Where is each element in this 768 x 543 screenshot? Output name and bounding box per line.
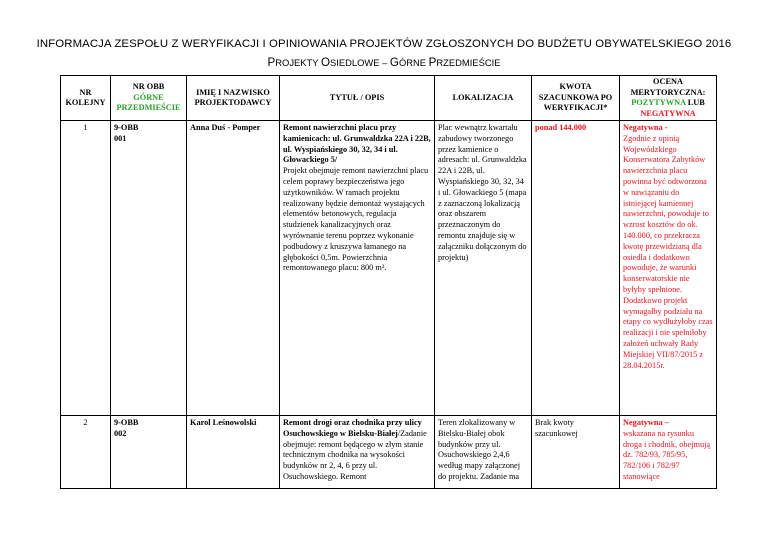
cell-location: Teren zlokalizowany w Bielsku-Białej obok budynków przy ul. Osuchowskiego 2,4,6 według mapy załączonej do projektu. Zadanie ma (435, 416, 532, 489)
cell-nr: 2 (61, 416, 111, 489)
col-header-location: LOKALIZACJA (435, 76, 532, 121)
cell-author: Karol Leśnowolski (187, 416, 280, 489)
table-row (61, 121, 717, 416)
col-header-obb: NR OBB GÓRNE PRZEDMIEŚCIE (111, 76, 187, 121)
cell-obb: 9-OBB 001 (111, 121, 187, 416)
table-row (61, 416, 717, 489)
cell-nr: 1 (61, 121, 111, 416)
projects-table (60, 75, 717, 489)
cell-cost: ponad 144.000 (532, 121, 620, 416)
cell-title: Remont nawierzchni placu przy kamienicach: ul. Grunwaldzka 22A i 22B, ul. Wyspiańskiego 30, 32, 34 i ul. Głowackiego 5/ Projekt obejmuje remont nawierzchni placu celem poprawy bezpieczeństwa jego użytkowników. W ramach projektu realizowany będzie demontaż wystających elementów betonowych, regulacja studzienek kanalizacyjnych oraz wyrównanie terenu poprzez wykonanie podbudowy z kruszywa łamanego na głębokości 0,5m. Powierzchnia remontowanego placu: 800 m². (280, 121, 435, 416)
col-header-rating: OCENA MERYTORYCZNA: POZYTYWNA LUB NEGATYWNA (620, 76, 717, 121)
col-header-title: TYTUŁ / OPIS (280, 76, 435, 121)
cell-location: Plac wewnątrz kwartału zabudowy tworzonego przez kamienice o adresach: ul. Grunwaldzka 22A i 22B, ul. Wyspiańskiego 30, 32, 34 i ul. Głowackiego 5 (mapa z zaznaczoną lokalizacją oraz obszarem przeznaczonym do remontu znajduje się w załączniku dołączonym do projektu) (435, 121, 532, 416)
col-header-cost: KWOTA SZACUNKOWA PO WERYFIKACJI* (532, 76, 620, 121)
document-title: INFORMACJA ZESPOŁU Z WERYFIKACJI I OPINIOWANIA PROJEKTÓW ZGŁOSZONYCH DO BUDŻETU OBYWATELSKIEGO 2016 (36, 38, 732, 50)
col-header-nr: NR KOLEJNY (61, 76, 111, 121)
cell-cost: Brak kwoty szacunkowej (532, 416, 620, 489)
cell-obb: 9-OBB 002 (111, 416, 187, 489)
document-subtitle: PROJEKTY OSIEDLOWE – GÓRNE PRZEDMIEŚCIE (267, 56, 501, 69)
cell-title: Remont drogi oraz chodnika przy ulicy Osuchowskiego w Bielsku-Białej/Zadanie obejmuje: remont będącego w złym stanie technicznym chodnika na wysokości budynków nr 2, 4, 6 przy ul. Osuchowskiego. Remont (280, 416, 435, 489)
table-header-row (61, 76, 717, 121)
cell-rating: Negatywna - Zgodnie z opinią Wojewódzkiego Konserwatora Zabytków nawierzchnia placu powinna być odtworzona w nawiązaniu do istniejącej kamiennej nawierzchni, powoduje to wzrost kosztów do ok. 140.000, co przekracza kwotę przewidzianą dla osiedla i dodatkowo powoduje, że warunki konserwatorskie nie byłyby spełnione. Dodatkowo projekt wymagałby podziału na etapy co wydłużyłoby czas realizacji i nie spełniłoby założeń uchwały Rady Miejskiej VII/87/2015 z 28.04.2015r. (620, 121, 717, 416)
cell-author: Anna Duś - Pomper (187, 121, 280, 416)
cell-rating: Negatywna – wskazana na rysunku droga i chodnik, obejmują dz. 782/93, 785/95, 782/106 i 782/97 stanowiące (620, 416, 717, 489)
col-header-author: IMIĘ I NAZWISKO PROJEKTODAWCY (187, 76, 280, 121)
